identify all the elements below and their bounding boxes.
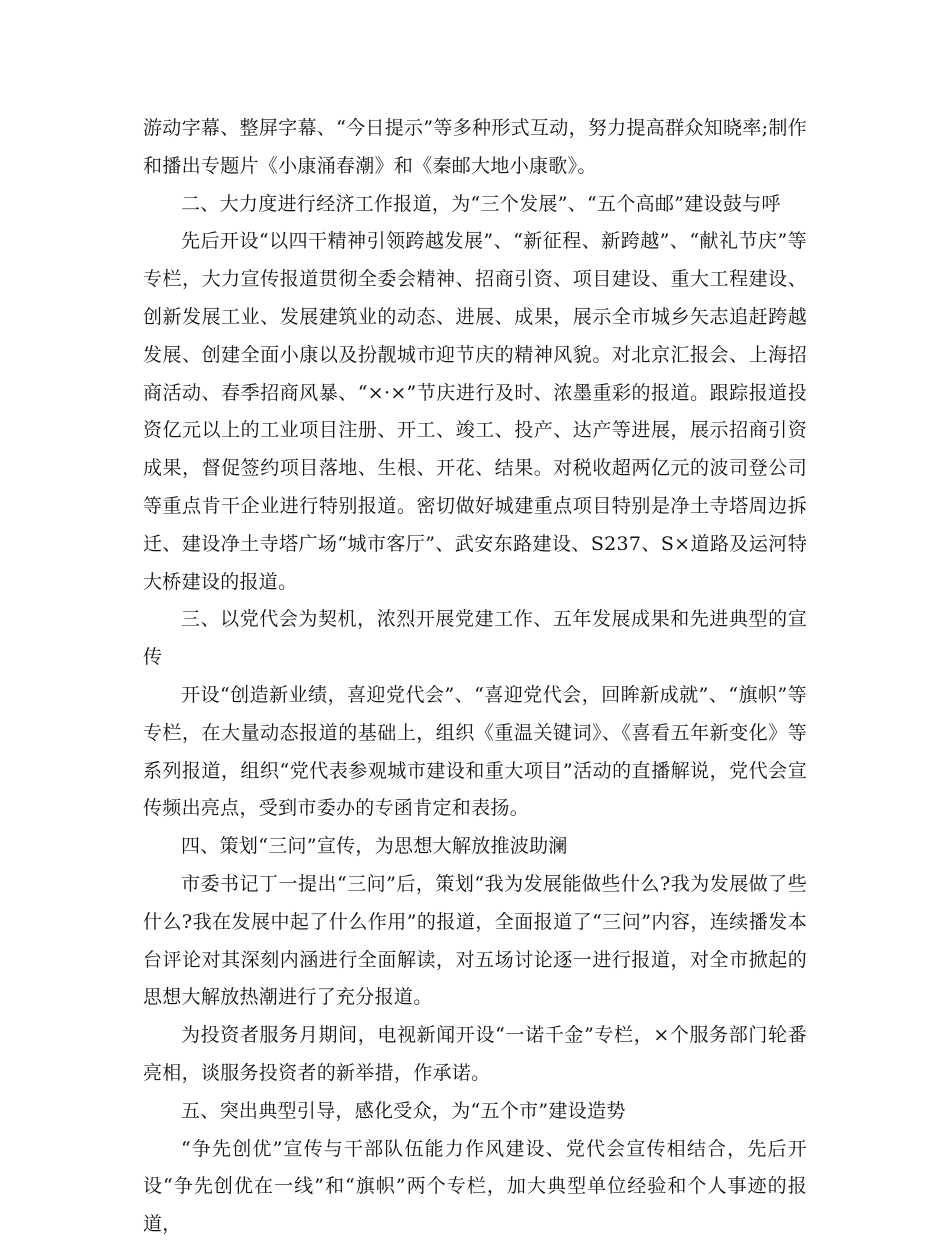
section-heading-5: 五、突出典型引导，感化受众，为“五个市”建设造势 [181,1099,626,1122]
section-heading-2: 二、大力度进行经济工作报道，为“三个发展”、“五个高邮”建设鼓与呼 [181,192,781,215]
section-heading-4: 四、策划“三问”宣传，为思想大解放推波助澜 [181,835,568,858]
paragraph-continuation: 游动字幕、整屏字幕、“今日提示”等多种形式互动，努力提高群众知晓率;制作和播出专题片《小康涌春潮》和《秦邮大地小康歌》。 [143,117,807,177]
paragraph-three-questions: 市委书记丁一提出“三问”后，策划“我为发展能做些什么?我为发展做了些什么?我在发展中起了什么作用”的报道，全面报道了“三问”内容，连续播发本台评论对其深刻内涵进行全面解读，对五场讨论逐一进行报道，对全市掀起的思想大解放热潮进行了充分报道。 [143,872,807,1009]
paragraph-excellence-campaign: “争先创优”宣传与干部队伍能力作风建设、党代会宣传相结合，先后开设“争先创优在一线”和“旗帜”两个专栏，加大典型单位经验和个人事迹的报道， [143,1137,807,1236]
section-heading-3: 三、以党代会为契机，浓烈开展党建工作、五年发展成果和先进典型的宣传 [143,608,807,669]
document-body [143,110,807,1244]
paragraph-party-congress: 开设“创造新业绩，喜迎党代会”、“喜迎党代会，回眸新成就”、“旗帜”等专栏，在大量动态报道的基础上，组织《重温关键词》、《喜看五年新变化》等系列报道，组织“党代表参观城市建设和重大项目”活动的直播解说，党代会宣传频出亮点，受到市委办的专函肯定和表扬。 [143,683,807,820]
paragraph-investor-service: 为投资者服务月期间，电视新闻开设“一诺千金”专栏，×个服务部门轮番亮相，谈服务投资者的新举措，作承诺。 [143,1024,807,1084]
paragraph-economic-reporting: 先后开设“以四干精神引领跨越发展”、“新征程、新跨越”、“献礼节庆”等专栏，大力宣传报道贯彻全委会精神、招商引资、项目建设、重大工程建设、创新发展工业、发展建筑业的动态、进展、成果，展示全市城乡矢志追赶跨越发展、创建全面小康以及扮靓城市迎节庆的精神风貌。对北京汇报会、上海招商活动、春季招商风暴、“×·×”节庆进行及时、浓墨重彩的报道。跟踪报道投资亿元以上的工业项目注册、开工、竣工、投产、达产等进展，展示招商引资成果，督促签约项目落地、生根、开花、结果。对税收超两亿元的波司登公司等重点肯干企业进行特别报道。密切做好城建重点项目特别是净土寺塔周边拆迁、建设净土寺塔广场“城市客厅”、武安东路建设、S237、S×道路及运河特大桥建设的报道。 [143,230,807,593]
